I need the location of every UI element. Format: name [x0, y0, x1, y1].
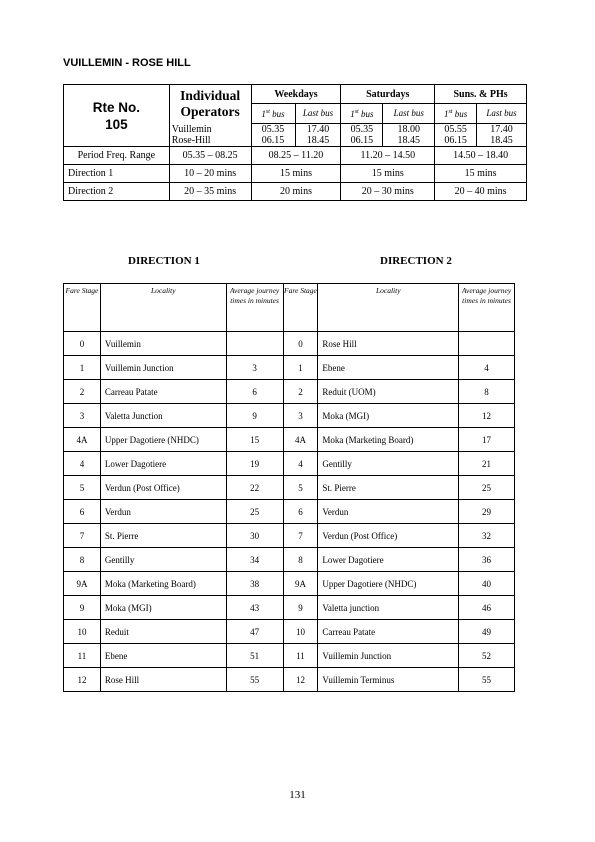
journey-time-cell: 38	[226, 572, 283, 596]
journey-time-cell: 21	[459, 452, 515, 476]
last-bus-header: Last bus	[383, 104, 435, 124]
journey-time-cell: 4	[459, 356, 515, 380]
locality-cell: Gentilly	[100, 548, 226, 572]
fare-stage-cell: 9A	[283, 572, 318, 596]
fare-stage-cell: 0	[283, 332, 318, 356]
locality-cell: Gentilly	[318, 452, 459, 476]
locality-cell: Verdun	[318, 500, 459, 524]
period-cell: 14.50 – 18.40	[435, 147, 527, 165]
locality-cell: Rose Hill	[318, 332, 459, 356]
time-cell: 06.15	[435, 135, 477, 147]
locality-cell: Lower Dagotiere	[318, 548, 459, 572]
page-number: 131	[289, 789, 306, 801]
locality-cell: Reduit (UOM)	[318, 380, 459, 404]
fare-stage-cell: 9A	[64, 572, 101, 596]
fare-stage-cell: 8	[283, 548, 318, 572]
journey-time-cell: 29	[459, 500, 515, 524]
journey-time-cell: 34	[226, 548, 283, 572]
locality-cell: Carreau Patate	[100, 380, 226, 404]
time-cell: 05.35	[251, 124, 295, 136]
direction-label: Direction 1	[64, 165, 170, 183]
locality-cell: Lower Dagotiere	[100, 452, 226, 476]
weekdays-header: Weekdays	[251, 85, 341, 104]
fare-stage-cell: 5	[283, 476, 318, 500]
table-row	[64, 428, 515, 452]
fare-stage-cell: 6	[64, 500, 101, 524]
time-cell: 18.45	[477, 135, 527, 147]
fare-stage-table	[63, 283, 515, 692]
locality-cell: Carreau Patate	[318, 620, 459, 644]
locality-cell: Moka (MGI)	[318, 404, 459, 428]
fare-stage-cell: 4	[283, 452, 318, 476]
table-row	[64, 572, 515, 596]
journey-time-cell: 55	[459, 668, 515, 692]
frequency-cell: 15 mins	[341, 165, 435, 183]
direction-label: Direction 2	[64, 183, 170, 201]
fare-stage-cell: 11	[283, 644, 318, 668]
table-row	[64, 356, 515, 380]
locality-cell: Vuillemin	[100, 332, 226, 356]
locality-cell: Verdun (Post Office)	[100, 476, 226, 500]
fare-stage-cell: 6	[283, 500, 318, 524]
operator-name: Rose-Hill	[169, 135, 251, 147]
table-row	[64, 476, 515, 500]
avg-time-header: Average journey times in minutes	[459, 284, 515, 332]
first-bus-sup: st	[265, 109, 270, 115]
direction1-title: DIRECTION 1	[128, 255, 200, 267]
schedule-table	[63, 84, 527, 201]
fare-stage-cell: 1	[283, 356, 318, 380]
journey-time-cell: 3	[226, 356, 283, 380]
journey-time-cell: 22	[226, 476, 283, 500]
route-title: VUILLEMIN - ROSE HILL	[63, 57, 191, 69]
time-cell: 05.35	[341, 124, 383, 136]
locality-header: Locality	[100, 284, 226, 332]
table-row	[64, 620, 515, 644]
frequency-cell: 10 – 20 mins	[169, 165, 251, 183]
journey-time-cell	[226, 332, 283, 356]
frequency-cell: 20 – 30 mins	[341, 183, 435, 201]
first-bus-prefix: 1	[261, 109, 266, 119]
fare-stage-cell: 4A	[64, 428, 101, 452]
period-cell: 08.25 – 11.20	[251, 147, 341, 165]
time-cell: 17.40	[295, 124, 341, 136]
table-row	[64, 668, 515, 692]
frequency-cell: 15 mins	[251, 165, 341, 183]
table-row	[64, 404, 515, 428]
route-number: 105	[105, 116, 128, 132]
first-bus-sup: st	[354, 109, 359, 115]
locality-cell: Verdun (Post Office)	[318, 524, 459, 548]
fare-stage-cell: 10	[64, 620, 101, 644]
locality-cell: Moka (Marketing Board)	[100, 572, 226, 596]
frequency-cell: 15 mins	[435, 165, 527, 183]
first-bus-header	[341, 104, 383, 124]
table-row	[64, 524, 515, 548]
fare-stage-cell: 11	[64, 644, 101, 668]
journey-time-cell: 46	[459, 596, 515, 620]
freq-range-label: Period Freq. Range	[64, 147, 170, 165]
direction2-title: DIRECTION 2	[380, 255, 452, 267]
time-cell: 06.15	[251, 135, 295, 147]
fare-stage-cell: 4	[64, 452, 101, 476]
table-row	[64, 596, 515, 620]
table-row	[64, 548, 515, 572]
last-bus-header: Last bus	[477, 104, 527, 124]
operators-header	[169, 85, 251, 124]
journey-time-cell: 6	[226, 380, 283, 404]
journey-time-cell: 36	[459, 548, 515, 572]
journey-time-cell: 25	[226, 500, 283, 524]
locality-cell: Upper Dagotiere (NHDC)	[318, 572, 459, 596]
time-cell: 06.15	[341, 135, 383, 147]
fare-stage-cell: 7	[283, 524, 318, 548]
fare-stage-cell: 0	[64, 332, 101, 356]
journey-time-cell: 49	[459, 620, 515, 644]
time-cell: 18.00	[383, 124, 435, 136]
table-row	[64, 644, 515, 668]
first-bus-prefix: 1	[443, 109, 449, 119]
journey-time-cell: 15	[226, 428, 283, 452]
table-row	[64, 380, 515, 404]
first-bus-prefix: 1	[350, 109, 355, 119]
first-bus-header	[435, 104, 477, 124]
locality-cell: Moka (Marketing Board)	[318, 428, 459, 452]
fare-stage-cell: 2	[283, 380, 318, 404]
period-cell: 11.20 – 14.50	[341, 147, 435, 165]
journey-time-cell: 17	[459, 428, 515, 452]
operators-header-line1: Individual	[180, 88, 241, 104]
first-bus-sup: st	[448, 109, 453, 115]
fare-stage-cell: 3	[64, 404, 101, 428]
fare-stage-cell: 8	[64, 548, 101, 572]
locality-cell: Valetta junction	[318, 596, 459, 620]
suns-header: Suns. & PHs	[435, 85, 527, 104]
journey-time-cell: 47	[226, 620, 283, 644]
fare-stage-header: Fare Stage	[283, 284, 318, 332]
journey-time-cell: 32	[459, 524, 515, 548]
saturdays-header: Saturdays	[341, 85, 435, 104]
fare-stage-cell: 9	[64, 596, 101, 620]
fare-stage-header: Fare Stage	[64, 284, 101, 332]
journey-time-cell: 8	[459, 380, 515, 404]
fare-stage-cell: 5	[64, 476, 101, 500]
fare-stage-cell: 2	[64, 380, 101, 404]
journey-time-cell: 25	[459, 476, 515, 500]
time-cell: 18.45	[383, 135, 435, 147]
journey-time-cell: 30	[226, 524, 283, 548]
locality-header: Locality	[318, 284, 459, 332]
last-bus-header: Last bus	[295, 104, 341, 124]
operators-header-line2: Operators	[180, 104, 240, 120]
first-bus-suffix: bus	[452, 109, 468, 119]
time-cell: 05.55	[435, 124, 477, 136]
first-bus-suffix: bus	[358, 109, 374, 119]
fare-stage-cell: 7	[64, 524, 101, 548]
time-cell: 17.40	[477, 124, 527, 136]
locality-cell: Moka (MGI)	[100, 596, 226, 620]
frequency-cell: 20 – 40 mins	[435, 183, 527, 201]
table-row	[64, 500, 515, 524]
locality-cell: Vuillemin Junction	[318, 644, 459, 668]
route-label: Rte No.	[92, 99, 140, 115]
locality-cell: St. Pierre	[318, 476, 459, 500]
journey-time-cell: 12	[459, 404, 515, 428]
frequency-cell: 20 mins	[251, 183, 341, 201]
fare-stage-cell: 9	[283, 596, 318, 620]
locality-cell: Vuillemin Junction	[100, 356, 226, 380]
fare-stage-cell: 3	[283, 404, 318, 428]
journey-time-cell	[459, 332, 515, 356]
locality-cell: Valetta Junction	[100, 404, 226, 428]
journey-time-cell: 55	[226, 668, 283, 692]
locality-cell: Reduit	[100, 620, 226, 644]
table-row	[64, 452, 515, 476]
table-row	[64, 332, 515, 356]
locality-cell: Ebene	[318, 356, 459, 380]
frequency-cell: 20 – 35 mins	[169, 183, 251, 201]
journey-time-cell: 43	[226, 596, 283, 620]
locality-cell: Rose Hill	[100, 668, 226, 692]
locality-cell: Verdun	[100, 500, 226, 524]
journey-time-cell: 9	[226, 404, 283, 428]
first-bus-header	[251, 104, 295, 124]
locality-cell: Vuillemin Terminus	[318, 668, 459, 692]
fare-stage-cell: 1	[64, 356, 101, 380]
first-bus-suffix: bus	[269, 109, 285, 119]
journey-time-cell: 52	[459, 644, 515, 668]
journey-time-cell: 19	[226, 452, 283, 476]
route-number-cell	[64, 85, 170, 147]
fare-stage-cell: 12	[283, 668, 318, 692]
journey-time-cell: 40	[459, 572, 515, 596]
journey-time-cell: 51	[226, 644, 283, 668]
fare-stage-cell: 4A	[283, 428, 318, 452]
fare-stage-cell: 10	[283, 620, 318, 644]
operator-name: Vuillemin	[169, 124, 251, 136]
locality-cell: St. Pierre	[100, 524, 226, 548]
fare-stage-cell: 12	[64, 668, 101, 692]
time-cell: 18.45	[295, 135, 341, 147]
period-cell: 05.35 – 08.25	[169, 147, 251, 165]
locality-cell: Ebene	[100, 644, 226, 668]
avg-time-header: Average journey times in minutes	[226, 284, 283, 332]
fare-table-header	[64, 284, 515, 332]
locality-cell: Upper Dagotiere (NHDC)	[100, 428, 226, 452]
